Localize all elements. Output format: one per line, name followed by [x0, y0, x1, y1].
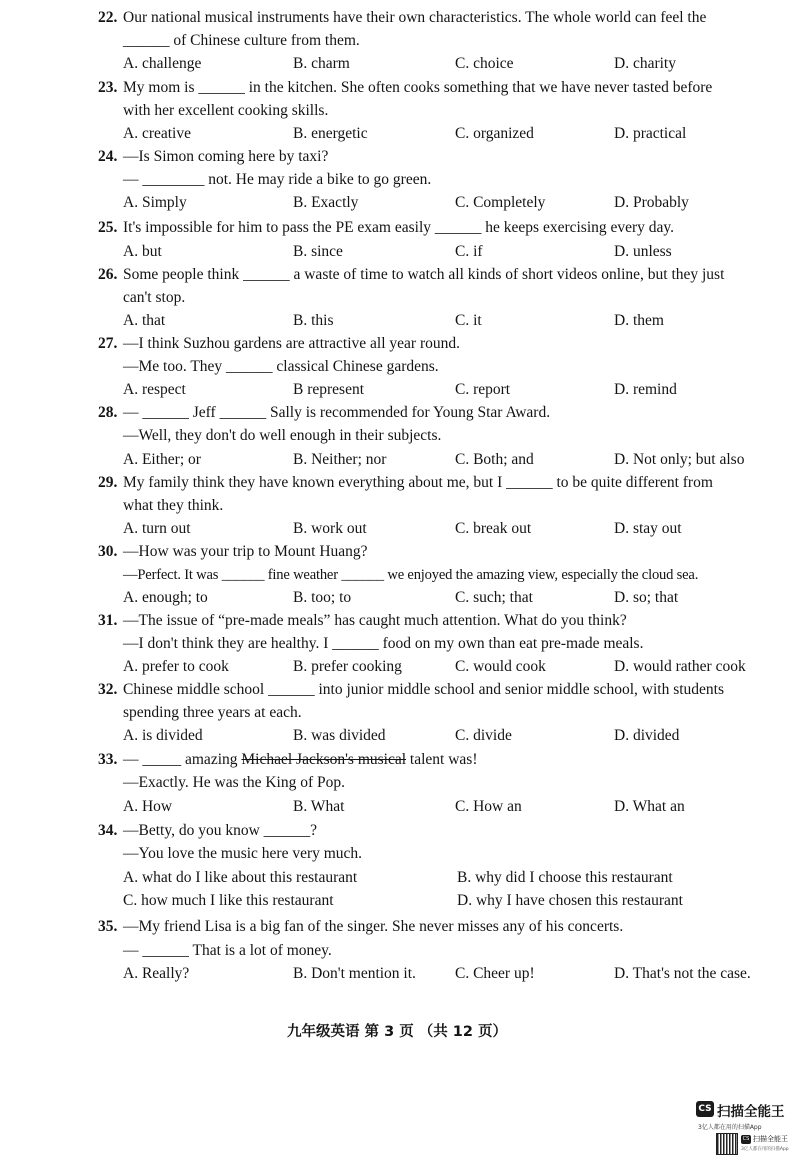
option-d: D. them [614, 312, 664, 329]
watermark-name: 扫描全能王 [717, 1104, 785, 1120]
option-b: B. why did I choose this restaurant [457, 869, 673, 886]
option-b: B. charm [293, 55, 350, 72]
question-text: My family think they have known everything about me, but I ______ to be quite different from [123, 474, 713, 491]
option-d: D. remind [614, 381, 677, 398]
option-b: B. What [293, 798, 345, 815]
question-text-end: talent was! [409, 751, 478, 768]
question-number: 25. [98, 219, 118, 236]
option-d: D. unless [614, 243, 672, 260]
question-text: —Exactly. He was the King of Pop. [123, 774, 345, 791]
option-d: D. That's not the case. [614, 965, 751, 982]
option-c: C. break out [455, 520, 532, 537]
option-a: A. prefer to cook [123, 658, 229, 675]
option-a: A. respect [123, 381, 186, 398]
question-text: —How was your trip to Mount Huang? [123, 543, 368, 560]
cs-logo-icon: CS [696, 1101, 714, 1117]
option-a: A. that [123, 312, 166, 329]
question-number: 32. [98, 681, 118, 698]
option-d: D. practical [614, 125, 687, 142]
option-d: D. so; that [614, 589, 679, 606]
question-number: 29. [98, 474, 118, 491]
option-b: B. since [293, 243, 343, 260]
question-text: —Is Simon coming here by taxi? [123, 148, 329, 165]
question-text: Our national musical instruments have their own characteristics. The whole world can feel the [123, 9, 707, 26]
question-number: 27. [98, 335, 118, 352]
option-a: A. Really? [123, 965, 190, 982]
question-number: 24. [98, 148, 118, 165]
watermark-slogan-small: 3亿人都在用的扫描App [741, 1147, 789, 1152]
watermark-slogan: 3亿人都在用的扫描App [698, 1124, 762, 1131]
option-b: B. prefer cooking [293, 658, 402, 675]
option-d: D. Probably [614, 194, 689, 211]
question-number: 31. [98, 612, 118, 629]
option-c: C. if [455, 243, 483, 260]
option-b: B. Exactly [293, 194, 359, 211]
option-a: A. challenge [123, 55, 202, 72]
option-a: A. creative [123, 125, 191, 142]
option-c: C. would cook [455, 658, 546, 675]
watermark-name-small: 扫描全能王 [753, 1135, 788, 1143]
question-text: Some people think ______ a waste of time to watch all kinds of short videos online, but they just [123, 266, 725, 283]
option-d: D. divided [614, 727, 680, 744]
struck-text: Michael Jackson's musical [241, 751, 407, 768]
question-text: Chinese middle school ______ into junior middle school and senior middle school, with students [123, 681, 724, 698]
option-d: D. would rather cook [614, 658, 746, 675]
option-d: D. What an [614, 798, 685, 815]
question-text: — ________ not. He may ride a bike to go green. [123, 171, 432, 188]
option-c: C. such; that [455, 589, 533, 606]
question-text [123, 750, 478, 770]
question-text: —I think Suzhou gardens are attractive all year round. [123, 335, 461, 352]
question-number: 35. [98, 918, 118, 935]
option-a: A. Simply [123, 194, 187, 211]
question-text: spending three years at each. [123, 704, 302, 721]
option-c: C. Completely [455, 194, 546, 211]
question-number: 34. [98, 822, 118, 839]
question-number: 26. [98, 266, 118, 283]
option-b: B. Don't mention it. [293, 965, 416, 982]
option-b: B. was divided [293, 727, 386, 744]
question-text: can't stop. [123, 289, 186, 306]
option-c: C. organized [455, 125, 534, 142]
question-number: 30. [98, 543, 118, 560]
question-text-start: — _____ amazing [123, 751, 238, 768]
option-c: C. Cheer up! [455, 965, 535, 982]
question-text: ______ of Chinese culture from them. [123, 32, 360, 49]
option-a: A. what do I like about this restaurant [123, 869, 358, 886]
question-number: 22. [98, 9, 118, 26]
option-c: C. report [455, 381, 511, 398]
option-c: C. How an [455, 798, 522, 815]
option-b: B. energetic [293, 125, 368, 142]
option-c: C. how much I like this restaurant [123, 892, 334, 909]
qr-code-icon [716, 1133, 738, 1155]
question-text: —I don't think they are healthy. I ______ food on my own than eat pre-made meals. [123, 635, 644, 652]
question-text: My mom is ______ in the kitchen. She often cooks something that we have never tasted before [123, 79, 713, 96]
option-b: B. this [293, 312, 334, 329]
option-a: A. enough; to [123, 589, 208, 606]
option-d: D. charity [614, 55, 676, 72]
option-a: A. How [123, 798, 173, 815]
question-text: It's impossible for him to pass the PE exam easily ______ he keeps exercising every day. [123, 219, 675, 236]
option-b: B. work out [293, 520, 367, 537]
question-text: — ______ Jeff ______ Sally is recommended for Young Star Award. [123, 404, 551, 421]
question-number: 33. [98, 751, 118, 768]
option-c: C. Both; and [455, 451, 534, 468]
question-number: 23. [98, 79, 118, 96]
question-text: — ______ That is a lot of money. [123, 942, 332, 959]
option-c: C. divide [455, 727, 512, 744]
question-number: 28. [98, 404, 118, 421]
option-c: C. it [455, 312, 482, 329]
question-text: —You love the music here very much. [123, 845, 363, 862]
option-b: B represent [293, 381, 365, 398]
page-footer: 九年级英语 第 3 页 （共 12 页） [286, 1024, 508, 1040]
option-a: A. is divided [123, 727, 203, 744]
question-text: with her excellent cooking skills. [123, 102, 329, 119]
option-b: B. too; to [293, 589, 352, 606]
question-text: —My friend Lisa is a big fan of the singer. She never misses any of his concerts. [123, 918, 624, 935]
option-a: A. but [123, 243, 162, 260]
cs-logo-small-icon: CS [742, 1136, 750, 1142]
option-d: D. why I have chosen this restaurant [457, 892, 683, 909]
question-text: —Betty, do you know ______? [123, 822, 318, 839]
question-text: —Well, they don't do well enough in their subjects. [123, 427, 442, 444]
option-a: A. Either; or [123, 451, 201, 468]
question-text: what they think. [123, 497, 224, 514]
option-d: D. stay out [614, 520, 682, 537]
option-a: A. turn out [123, 520, 191, 537]
option-d: D. Not only; but also [614, 451, 745, 468]
scanner-watermark [696, 1101, 792, 1161]
question-text: —The issue of “pre-made meals” has caught much attention. What do you think? [123, 612, 627, 629]
option-c: C. choice [455, 55, 514, 72]
option-b: B. Neither; nor [293, 451, 387, 468]
question-text: —Me too. They ______ classical Chinese gardens. [123, 358, 439, 375]
question-text: —Perfect. It was ______ fine weather ______ we enjoyed the amazing view, especially the cloud sea. [123, 567, 699, 583]
